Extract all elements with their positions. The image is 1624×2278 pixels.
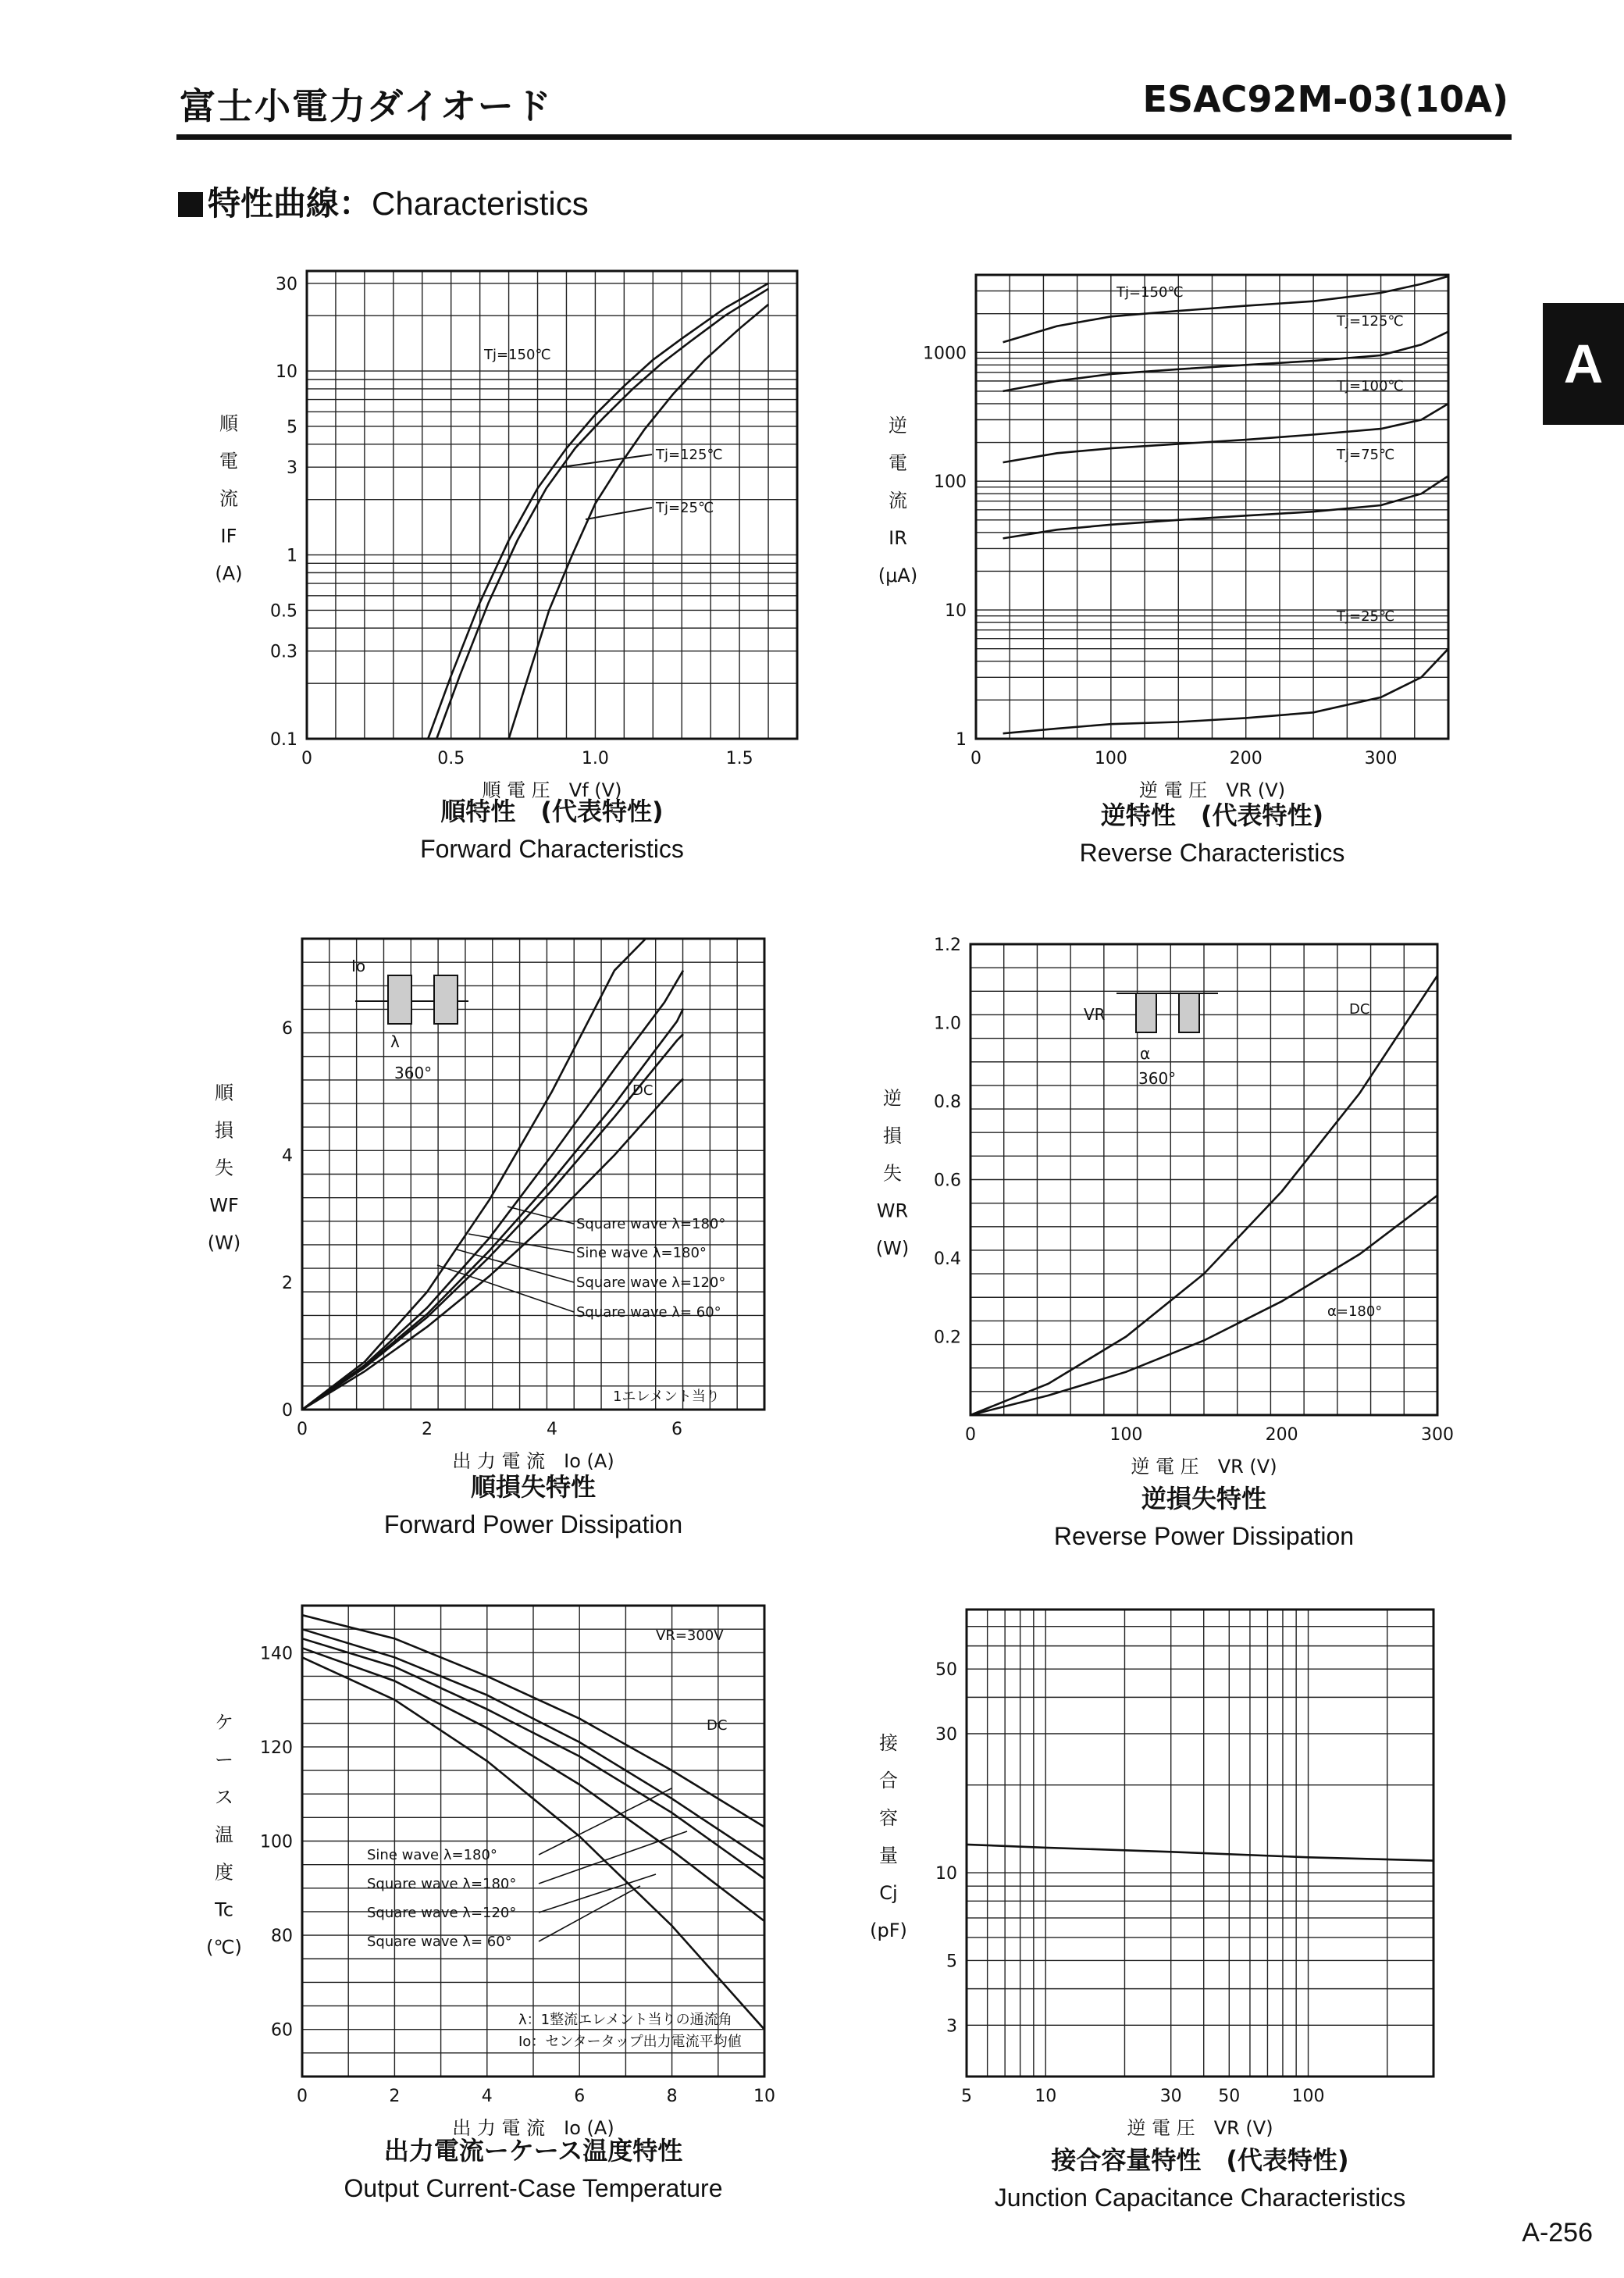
x-tick-label: 50 [1218,2087,1241,2106]
x-axis-label: 逆 電 圧 VR (V) [1138,779,1286,801]
chart-title: Reverse Power Dissipation [1053,1522,1355,1550]
x-tick-label: 100 [1291,2087,1325,2106]
plot-frame [967,1610,1433,2077]
x-tick-label: 4 [547,1420,557,1439]
y-axis-label: (pF) [870,1920,907,1941]
index-tab: A [1543,303,1624,425]
y-tick-label: 60 [271,2020,293,2041]
y-axis-label: 逆 [889,415,907,437]
chart-fwd_power [208,939,764,1538]
part-number: ESAC92M-03(10A) [1142,78,1508,120]
inset-label: Io [351,957,366,975]
annotation-label: Tj=25℃ [656,500,714,516]
x-axis-label: 逆 電 圧 VR (V) [1127,2117,1273,2139]
annotation-label: α=180° [1327,1303,1383,1320]
chart-title-jp: 逆損失特性 [1141,1484,1267,1513]
y-axis-label: 流 [889,490,907,512]
annotation-label: Square wave λ=120° [576,1274,726,1291]
chart-title: Forward Power Dissipation [383,1510,683,1538]
x-tick-label: 1.5 [725,749,753,768]
chart-forward [215,271,797,863]
x-tick-label: 2 [422,1420,433,1439]
y-tick-label: 3 [946,2016,957,2037]
y-axis-label: 量 [879,1845,898,1866]
y-tick-label: 30 [935,1725,957,1745]
y-tick-label: 50 [935,1660,957,1681]
x-axis-label: 順 電 圧 Vf (V) [482,779,622,801]
x-axis-label: 出 力 電 流 Io (A) [452,2117,614,2139]
annotation-label: DC [632,1082,654,1099]
leader-line [539,1886,640,1941]
y-tick-label: 1 [287,546,297,566]
y-tick-label: 4 [282,1146,293,1167]
chart-title-jp: 順特性 (代表特性) [440,797,664,826]
y-tick-label: 10 [935,1864,957,1884]
annotation-label: DC [707,1717,728,1734]
y-axis-label: 失 [883,1162,902,1185]
y-tick-label: 0.2 [934,1328,961,1348]
chart-title: Reverse Characteristics [1079,839,1345,867]
y-axis-label: (μA) [878,565,918,586]
series-line [428,283,768,739]
x-tick-label: 300 [1364,749,1398,768]
x-axis-label: 逆 電 圧 VR (V) [1131,1456,1277,1478]
x-tick-label: 2 [389,2087,401,2106]
y-tick-label: 0.1 [270,730,297,750]
x-tick-label: 8 [666,2087,678,2106]
inset-pulse [1136,993,1156,1032]
y-axis-label: 逆 [883,1087,902,1110]
annotation-label: 1エレメント当り [613,1389,720,1405]
series-line [1003,476,1448,538]
chart-title: Junction Capacitance Characteristics [994,2184,1406,2212]
y-axis-label: IF [220,525,237,547]
chart-title-jp: 接合容量特性 (代表特性) [1051,2145,1349,2175]
grid [307,271,797,739]
chart-title-jp: 順損失特性 [470,1472,597,1502]
y-axis-label: 損 [883,1125,902,1147]
y-axis-label: 失 [215,1157,233,1179]
y-axis-label: (W) [207,1232,241,1254]
y-tick-label: 6 [282,1019,293,1039]
y-axis-label: 電 [219,450,238,472]
x-tick-label: 0.5 [437,749,465,768]
y-tick-label: 0.5 [270,601,297,622]
leader-line [562,455,652,467]
annotation-label: Tj=125℃ [1337,313,1404,330]
header-title: 富士小電力ダイオード [180,85,553,127]
x-tick-label: 10 [1035,2087,1057,2106]
series-line [967,1845,1433,1861]
y-tick-label: 140 [260,1644,293,1664]
annotation-label: Tj=100℃ [1337,378,1404,394]
chart-rev_power [876,936,1454,1550]
y-tick-label: 80 [271,1927,293,1947]
inset-label: VR [1084,1005,1106,1024]
annotation-label: Square wave λ=180° [367,1876,517,1892]
chart-case_temp [206,1606,775,2202]
x-tick-label: 0 [965,1425,976,1445]
y-tick-label: 100 [260,1832,293,1852]
x-tick-label: 1.0 [581,749,609,768]
annotation-label: Square wave λ= 60° [367,1934,512,1950]
y-tick-label: 10 [276,362,297,383]
x-tick-label: 6 [574,2087,586,2106]
grid [302,1606,764,2077]
x-tick-label: 300 [1421,1425,1454,1445]
annotation-label: Square wave λ=120° [367,1905,517,1921]
chart-reverse [878,275,1448,867]
y-axis-label: ケ [215,1711,233,1734]
y-axis-label: 電 [889,452,907,474]
annotation-label: λ：1整流エレメント当りの通流角 [518,2012,732,2028]
plot-frame [307,271,797,739]
y-tick-label: 0.8 [934,1093,961,1112]
chart-title: Output Current-Case Temperature [344,2174,723,2202]
y-axis-label: IR [889,527,907,549]
annotation-label: Tj=25℃ [1337,608,1395,625]
y-axis-label: 流 [219,487,238,510]
chart-title-jp: 出力電流ーケース温度特性 [383,2136,683,2166]
x-tick-label: 5 [961,2087,972,2106]
section-title-jp: 特性曲線： [208,184,372,223]
y-axis-label: WF [209,1194,239,1217]
y-tick-label: 1.2 [934,936,961,955]
y-tick-label: 30 [276,274,297,294]
y-tick-label: 0.4 [934,1250,961,1269]
y-tick-label: 120 [260,1738,293,1758]
y-tick-label: 5 [287,417,297,437]
y-tick-label: 0.6 [934,1171,961,1191]
x-tick-label: 200 [1229,749,1263,768]
inset-pulse [1179,993,1199,1032]
grid [976,275,1448,739]
inset-pulse [434,975,458,1024]
annotation-label: Tj=150℃ [1116,284,1184,301]
grid [967,1610,1433,2077]
y-tick-label: 5 [946,1952,957,1972]
y-axis-label: 損 [215,1119,233,1142]
y-tick-label: 2 [282,1274,293,1294]
page-number: A-256 [1522,2218,1593,2248]
inset-label: 360° [1138,1069,1177,1088]
y-tick-label: 100 [934,472,967,493]
x-tick-label: 10 [753,2087,775,2106]
y-tick-label: 1000 [923,344,967,364]
grid [302,939,764,1410]
leader-line [539,1831,687,1884]
x-axis-label: 出 力 電 流 Io (A) [452,1450,614,1472]
y-axis-label: Cj [879,1882,898,1904]
annotation-label: Sine wave λ=180° [367,1847,497,1863]
annotation-label: VR=300V [656,1627,724,1644]
annotation-label: Tj=75℃ [1337,447,1395,463]
y-axis-label: 温 [215,1823,233,1846]
x-tick-label: 200 [1265,1425,1298,1445]
y-axis-label: WR [876,1200,909,1222]
inset-label: α [1140,1044,1151,1063]
series-line [1003,276,1448,342]
y-tick-label: 3 [287,458,297,479]
y-tick-label: 1.0 [934,1014,961,1034]
chart-capacitance [870,1610,1433,2212]
annotation-label: Sine wave λ=180° [576,1245,707,1261]
series-line [509,305,769,739]
annotation-label: Square wave λ= 60° [576,1304,721,1321]
y-axis-label: 順 [215,1082,233,1104]
inset-pulse [388,975,411,1024]
y-axis-label: 接 [879,1732,898,1754]
chart-title-jp: 逆特性 (代表特性) [1100,800,1324,830]
x-tick-label: 30 [1159,2087,1182,2106]
annotation-label: DC [1349,1001,1370,1018]
x-tick-label: 4 [481,2087,493,2106]
y-tick-label: 1 [956,730,967,750]
section-title-en: Characteristics [372,185,589,222]
y-tick-label: 0 [282,1401,293,1421]
x-tick-label: 0 [970,749,981,768]
y-axis-label: ス [215,1786,233,1809]
leader-line [539,1788,671,1855]
inset-label: 360° [394,1064,433,1082]
x-tick-label: 6 [671,1420,682,1439]
y-axis-label: 合 [879,1770,898,1791]
chart-title: Forward Characteristics [420,835,684,863]
y-axis-label: (W) [875,1237,910,1260]
y-tick-label: 0.3 [270,642,297,662]
y-axis-label: Tc [215,1898,233,1921]
annotation-label: Tj=125℃ [656,447,723,463]
x-tick-label: 0 [301,749,312,768]
y-axis-label: (A) [215,562,243,585]
x-tick-label: 0 [297,1420,308,1439]
y-tick-label: 10 [945,601,967,622]
annotation-label: Square wave λ=180° [576,1216,726,1232]
y-axis-label: (℃) [206,1936,242,1959]
x-tick-label: 100 [1094,749,1127,768]
inset-label: λ [390,1032,400,1051]
y-axis-label: ー [215,1749,233,1771]
x-tick-label: 100 [1109,1425,1143,1445]
y-axis-label: 容 [879,1807,898,1829]
annotation-label: Tj=150℃ [484,347,551,363]
y-axis-label: 度 [215,1861,233,1884]
x-tick-label: 0 [297,2087,308,2106]
y-axis-label: 順 [219,412,238,435]
annotation-label: Io：センタータップ出力電流平均値 [518,2034,742,2050]
